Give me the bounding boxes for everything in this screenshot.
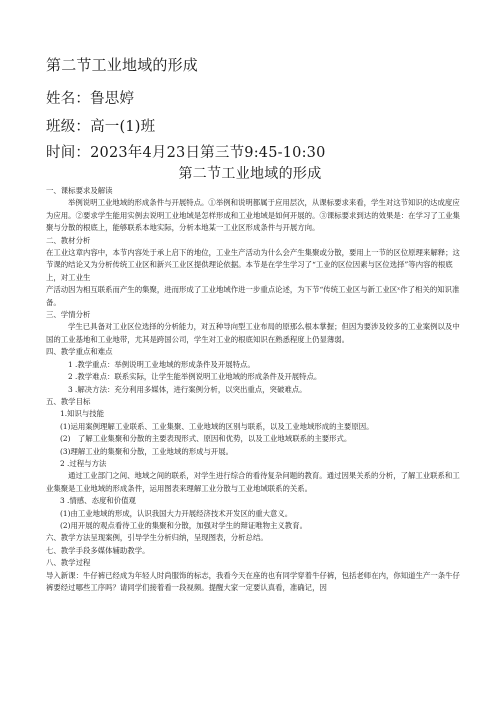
list-item-focus-1: 1 .教学重点：举例说明工业地域的形成条件及开展特点。 xyxy=(68,359,255,369)
section-heading-students: 三、学情分析 xyxy=(46,310,91,320)
document-body xyxy=(46,185,462,594)
subheading-values: 3 .情感、态度和价值观 xyxy=(60,496,136,506)
document-heading: 第二节工业地域的形成 xyxy=(46,56,199,74)
subheading-process: 2 .过程与方法 xyxy=(60,458,107,468)
subheading-knowledge: 1.知识与技能 xyxy=(60,409,105,419)
paragraph-standard: 举例说明工业地域的形成条件与开展特点。①举例和说明都属于应用层次，从课标要求来看，学生对这节知识的达成度应为应用。②要求学生能用实例去说明工业地域是怎样形成和工业地域是如何开展的。③课标要求到达的效果是：在学习了工业集聚与分散的根底上，能够联系本地实际，分析本地某一工业区形成条件与开展方向。 xyxy=(46,198,460,233)
paragraph-students: 学生已具备对工业区位选择的分析能力，对五种导向型工业布局的原那么根本掌握；但因为要涉及较多的工业案例以及中国的工业基地和工业地带，尤其是跨国公司，学生对工业的根底知识在熟悉程度上仍显薄弱。 xyxy=(46,322,460,344)
section-heading-means: 七、教学手段多媒体辅助教学。 xyxy=(46,545,150,555)
section-heading-focus: 四、教学重点和难点 xyxy=(46,347,113,357)
section-heading-textbook: 二、教材分析 xyxy=(46,235,91,245)
paragraph-textbook-2: 产活动因为相互联系而产生的集聚，进而形成了工业地域作进一步重点论述，为下节“传统工业区与新工业区ˣ作了相关的知识准备。 xyxy=(46,285,460,307)
student-name: 姓名：鲁思婷 xyxy=(46,91,135,107)
section-heading-goals: 五、教学目标 xyxy=(46,396,91,406)
paragraph-process: 通过工业部门之间、地域之间的联系，对学生进行综合的看待复杂问题的教育。通过因果关系的分析，了解工业联系和工业集聚是工业地域的形成条件，运用图表来理解工业分散与工业地域联系的关系。 xyxy=(46,471,460,493)
list-item-focus-2: 2 .教学难点：联系实际，让学生能举例说明工业地域的形成条件及开展特点。 xyxy=(68,372,322,382)
time-info: 时间：2023年4月23日第三节9:45-10:30 xyxy=(46,145,326,161)
list-item-knowledge-3: (3)理解工业的集聚和分散，工业地域的形成与开展。 xyxy=(60,446,234,456)
list-item-values-1: (1)由工业地域的形成，认识我国大力开展经济技术开发区的重大意义。 xyxy=(60,508,293,518)
section-title: 第二节工业地域的形成 xyxy=(178,166,322,182)
list-item-knowledge-1: (1)运用案例理解工业联系、工业集聚、工业地域的区别与联系，以及工业地域形成的主要原因。 xyxy=(60,421,374,431)
paragraph-intro: 导入新课：牛仔裤已经成为年轻人时尚服饰的标志，我看今天在座的也有同学穿着牛仔裤，包括老师在内，你知道生产一条牛仔裤要经过哪些工序吗？请同学们接着看一段视频。提醒大家一定要认真看，准确记，因 xyxy=(46,570,460,592)
class-info: 班级：高一(1)班 xyxy=(46,119,156,135)
section-heading-process: 八、教学过程 xyxy=(46,558,91,568)
list-item-focus-3: 3 .解决方法：充分利用多媒体，进行案例分析，以突出重点，突破难点。 xyxy=(68,384,307,394)
section-heading-standard: 一、课标要求及解读 xyxy=(46,186,113,195)
paragraph-textbook-1: 在工业这章内容中，本节内容处于承上启下的地位，工业生产活动为什么会产生集聚或分散，要用上一节的区位原理来解释；这节课的结论又为分析传统工业区和新兴工业区提供理论依据。本节是在学生学习了“工业的区位因素与区位选择”等内容的根底上，对工业生 xyxy=(46,248,460,282)
list-item-knowledge-2: (2) 了解工业集聚和分散的主要表现形式、原因和优势，以及工业地域联系的主要形式。 xyxy=(60,434,352,444)
list-item-values-2: (2)用开展的观点看待工业的集聚和分散，加强对学生的辩证唯物主义教育。 xyxy=(60,520,307,530)
section-heading-methods: 六、教学方法呈现案例，引导学生分析归纳，呈现图表，分析总结。 xyxy=(46,533,268,543)
